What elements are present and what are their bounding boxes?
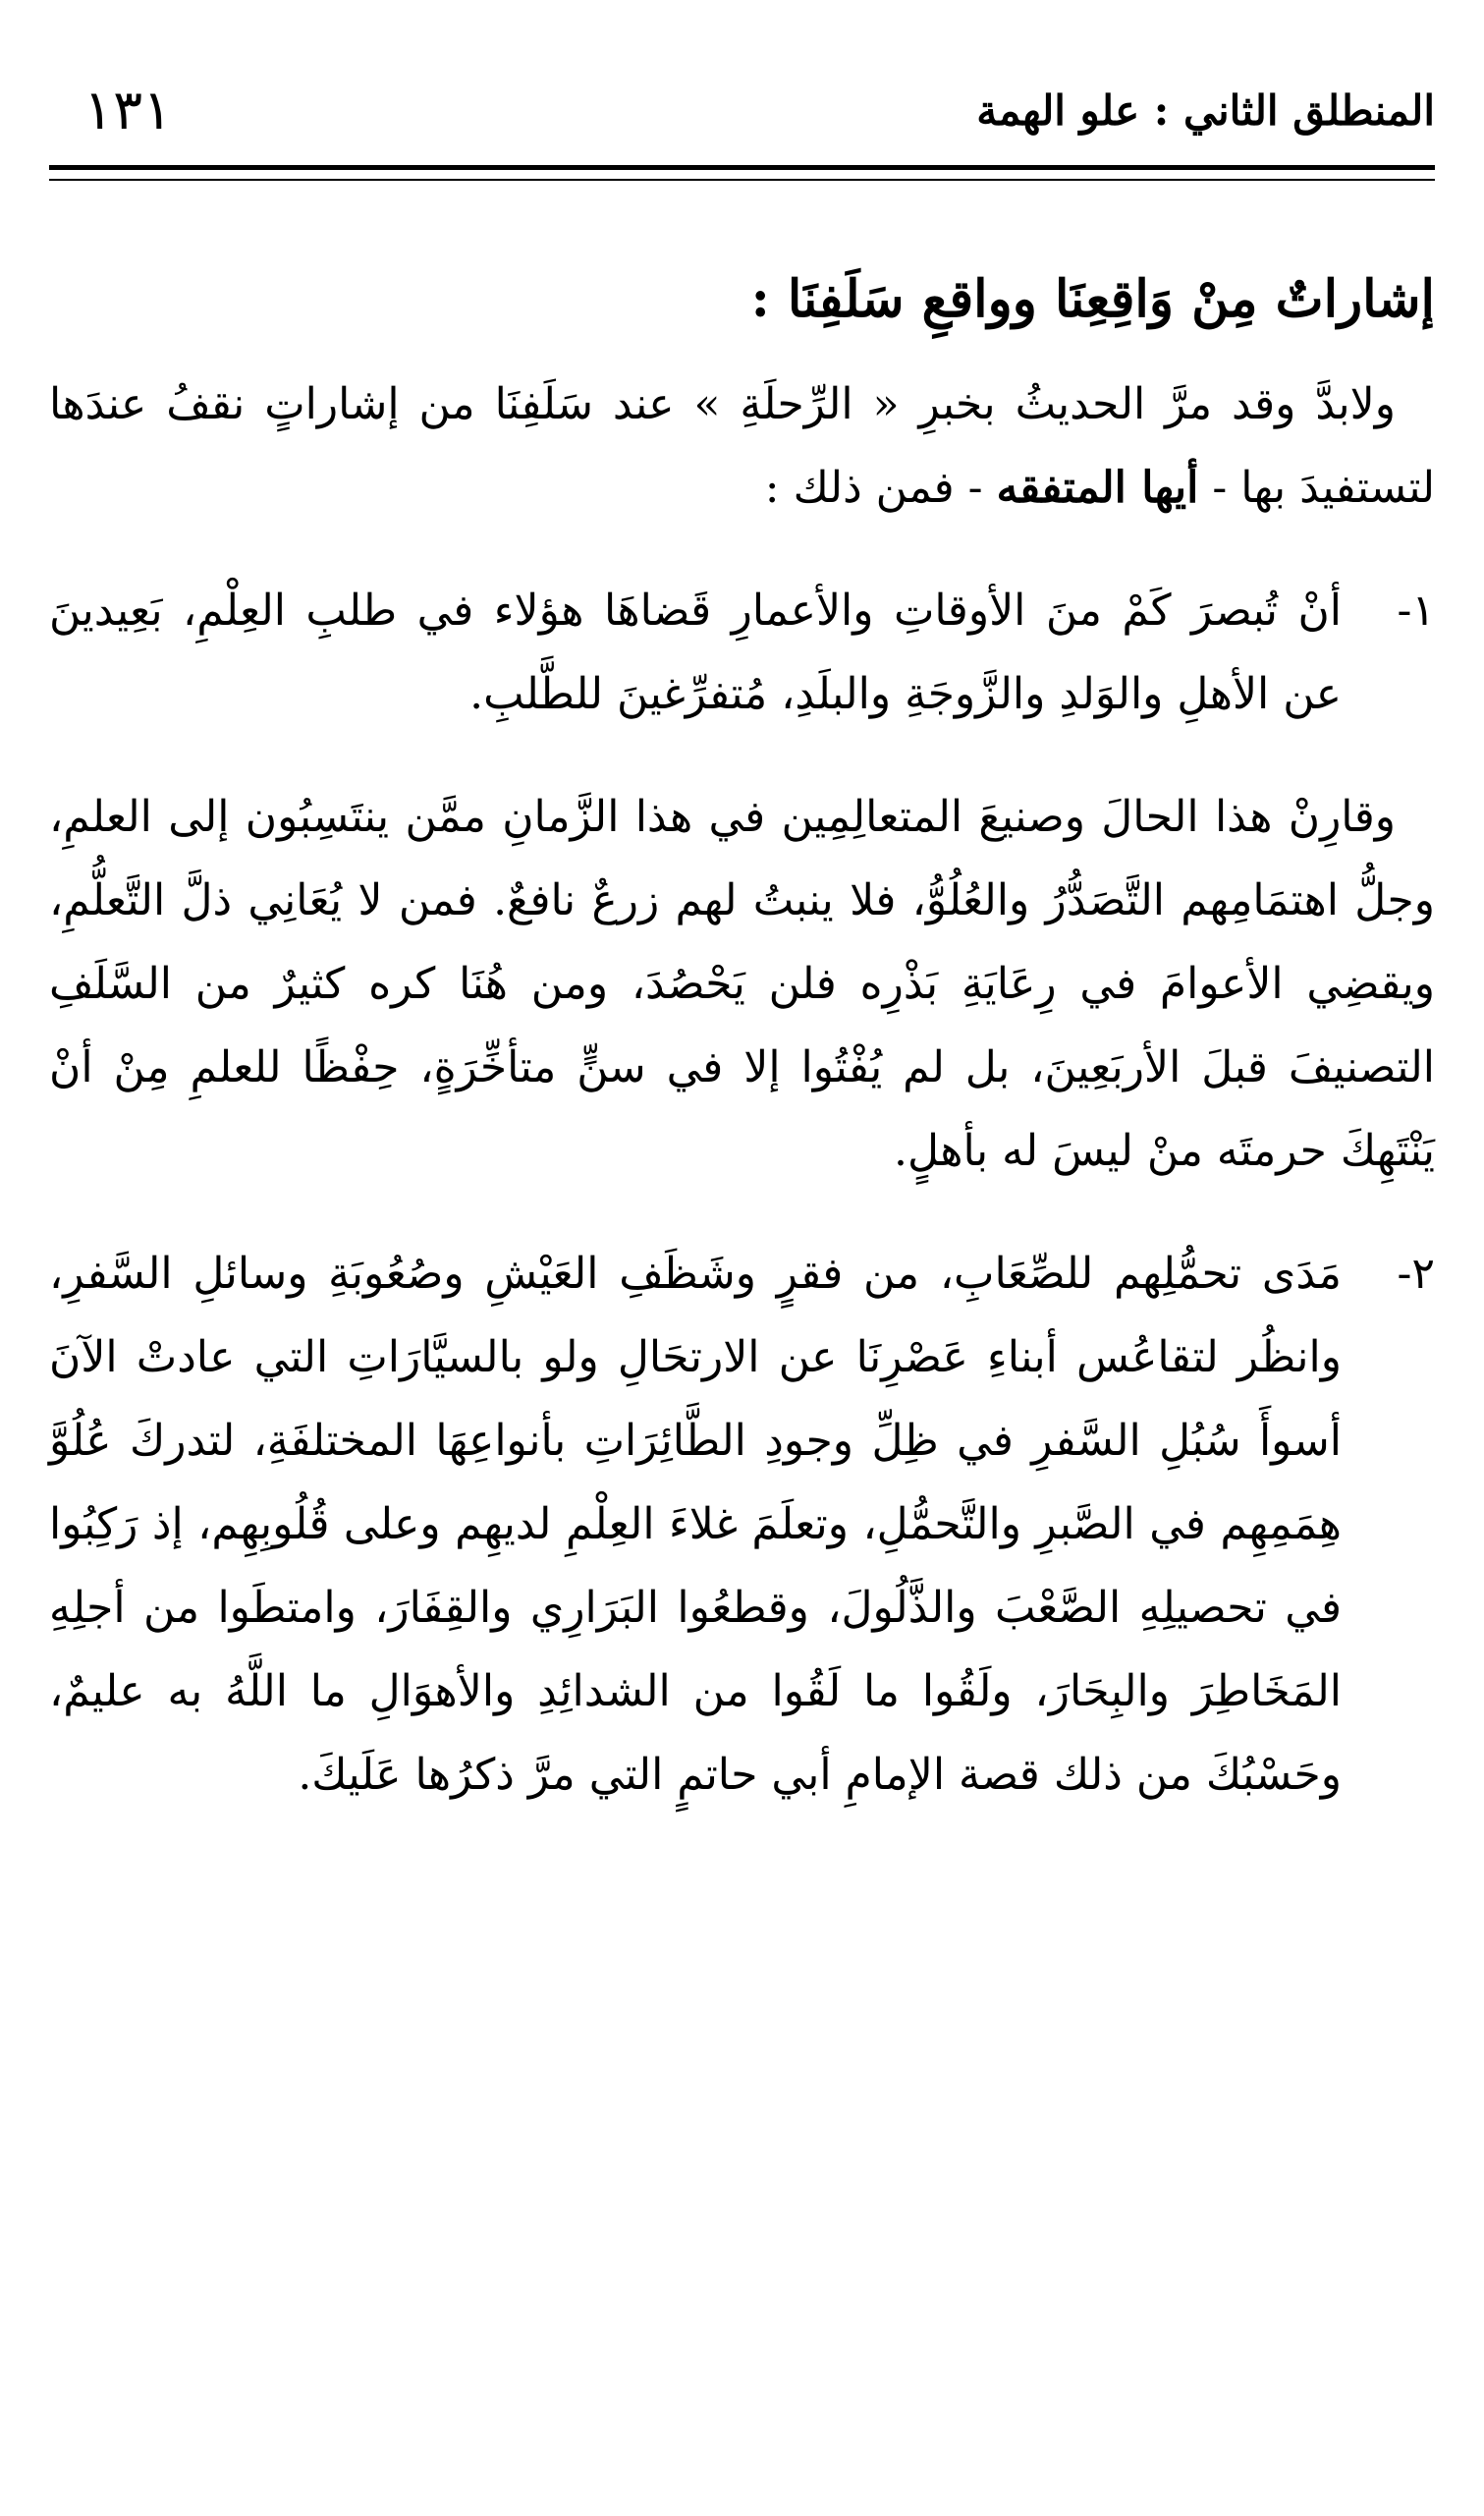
numbered-item-2 — [49, 1232, 1435, 1817]
header-rule-thick — [49, 165, 1435, 170]
running-header-title: المنطلق الثاني : علو الهمة — [976, 86, 1435, 135]
intro-paragraph — [49, 363, 1435, 530]
intro-text-after: - فمن ذلك : — [764, 463, 997, 513]
intro-emphasis: أيها المتفقه — [996, 463, 1199, 513]
middle-paragraph-text: وقارِنْ هذا الحالَ وصنيعَ المتعالِمِين في هذا الزَّمانِ ممَّن ينتَسِبُون إلى العلمِ، وجلُّ اهتمَامِهم التَّصَدُّرُ والعُلُوُّ، فلا ينبتُ لهم زرعٌ نافعٌ. فمن لا يُعَانِي ذلَّ التَّعلُّمِ، ويقضِي الأعوامَ في رِعَايَةِ بَذْرِه فلن يَحْصُدَ، ومن هُنَا كره كثيرٌ من السَّلَفِ التصنيفَ قبلَ الأربَعِينَ، بل لم يُفْتُوا إلا في سنٍّ متأخِّرَةٍ، حِفْظًا للعلمِ مِنْ أنْ يَنْتَهِكَ حرمتَه منْ ليسَ له بأهلٍ. — [49, 792, 1435, 1176]
section-heading: إشاراتٌ مِنْ وَاقِعِنَا وواقعِ سَلَفِنَا : — [750, 269, 1435, 329]
header-rule-thin — [49, 179, 1435, 181]
middle-paragraph — [49, 775, 1435, 1193]
page-body — [49, 260, 1435, 1856]
page-number: ١٣١ — [83, 79, 173, 142]
running-header — [49, 79, 1435, 157]
item-text: مَدَى تحمُّلِهم للصِّعَابِ، من فقرٍ وشَظَفِ العَيْشِ وصُعُوبَةِ وسائلِ السَّفرِ، وانظُر لتقاعُس أبناءِ عَصْرِنَا عن الارتحَالِ ولو بالسيَّارَاتِ التي عادتْ الآنَ أسوأَ سُبُلِ السَّفرِ في ظِلِّ وجودِ الطَّائِرَاتِ بأنواعِهَا المختلفَةِ، لتدركَ عُلُوَّ هِمَمِهِم في الصَّبرِ والتَّحمُّلِ، وتعلَمَ غلاءَ العِلْمِ لديهِم وعلى قُلُوبِهِم، إذ رَكِبُوا في تحصيلِهِ الصَّعْبَ والذَّلُولَ، وقطعُوا البَرَارِي والقِفَارَ، وامتطَوا من أجلِهِ المَخَاطِرَ والبِحَارَ، ولَقُوا ما لَقُوا من الشدائِدِ والأهوَالِ ما اللَّهُ به عليمٌ، وحَسْبُكَ من ذلك قصة الإمامِ أبي حاتمٍ التي مرَّ ذكرُها عَلَيكَ. — [49, 1249, 1342, 1800]
item-text: أنْ تُبصرَ كَمْ منَ الأوقاتِ والأعمارِ قَضاهَا هؤلاء في طلبِ العِلْمِ، بَعِيدينَ عن الأهلِ والوَلدِ والزَّوجَةِ والبلَدِ، مُتفرِّغينَ للطَّلبِ. — [49, 586, 1342, 719]
numbered-item-1 — [49, 569, 1435, 736]
item-number: ٢- — [1397, 1249, 1435, 1299]
item-number: ١- — [1397, 586, 1435, 636]
intro-text-before: ولابدَّ وقد مرَّ الحديثُ بخبرِ « الرِّحلَةِ » عند سَلَفِنَا من إشاراتٍ نقفُ عندَها لتستفيدَ بها - — [49, 379, 1435, 513]
